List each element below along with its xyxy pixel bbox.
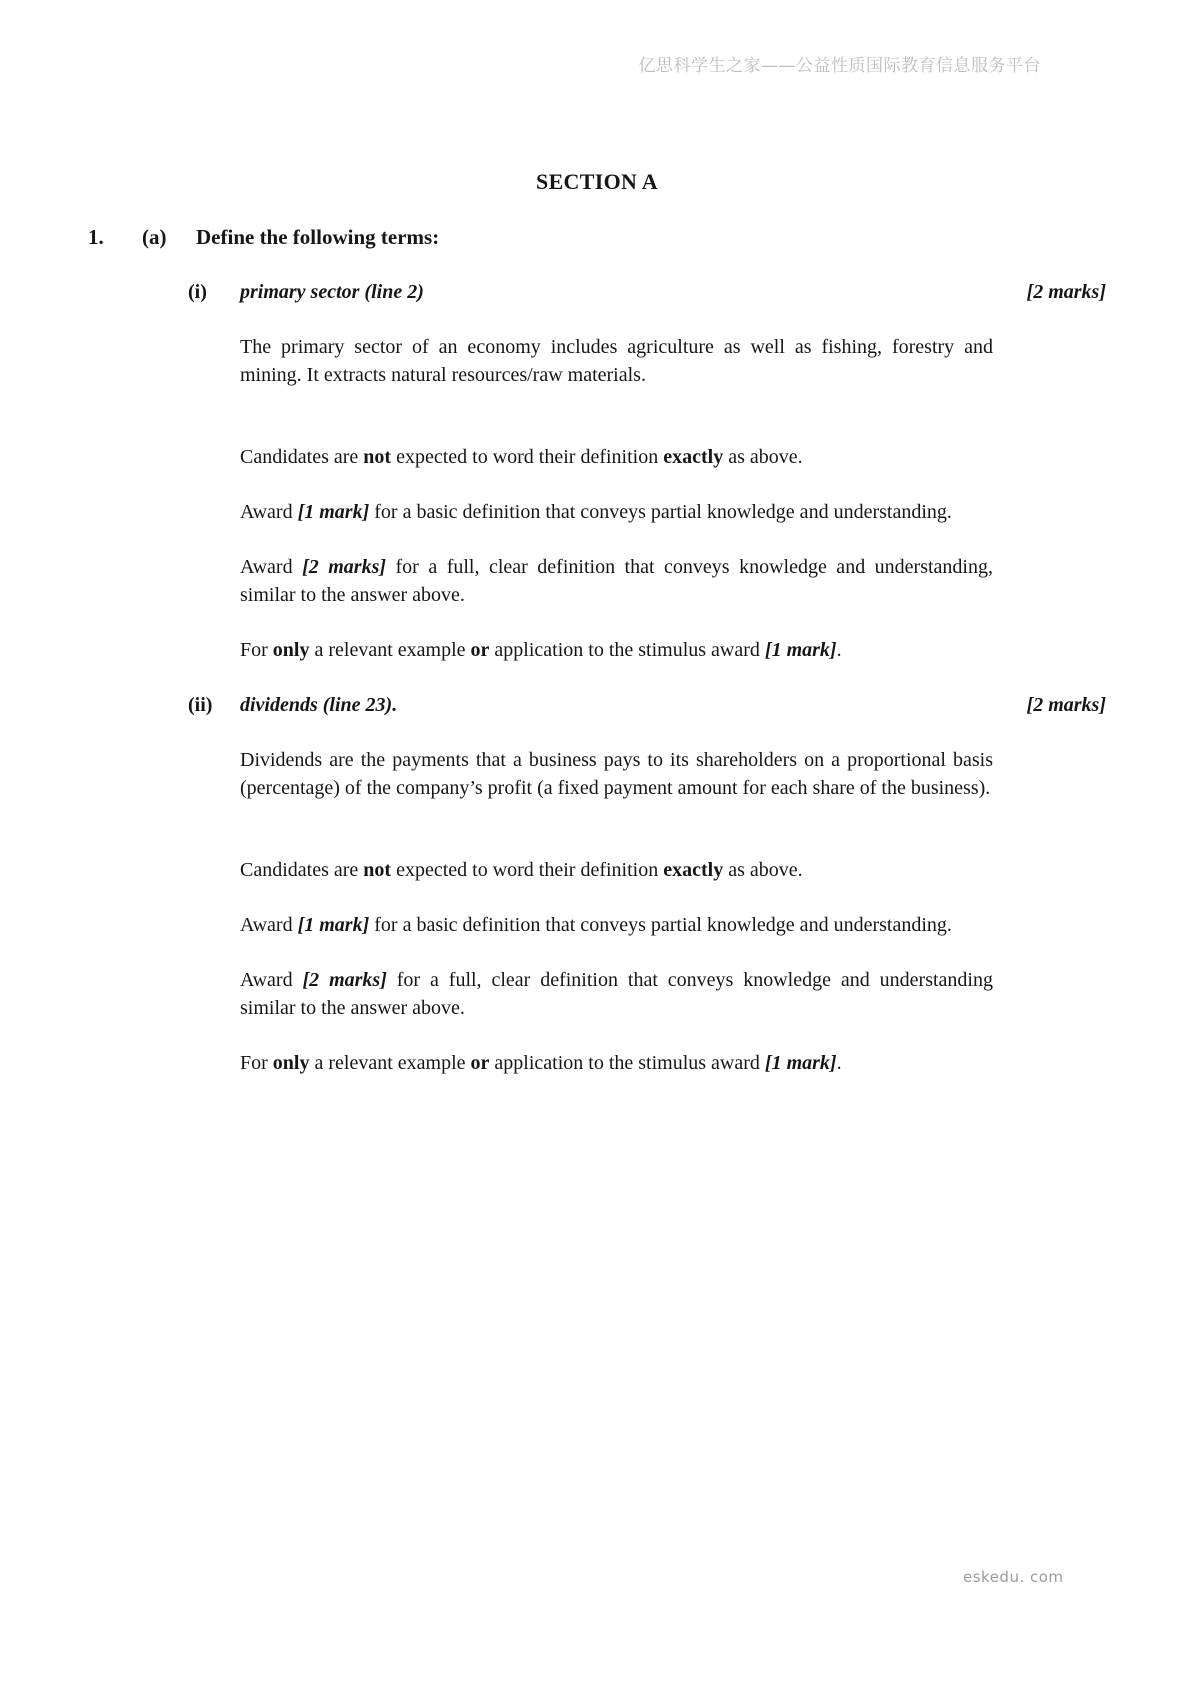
subpart-ii-marks: [2 marks]	[1026, 694, 1106, 716]
text-segment: [1 mark]	[764, 639, 837, 661]
guidance-paragraph	[240, 856, 993, 884]
text-segment: expected to word their definition	[391, 446, 664, 468]
footer-watermark: eskedu. com	[963, 1568, 1064, 1586]
text-segment: [2 marks]	[302, 556, 387, 578]
guidance-paragraph	[240, 911, 993, 939]
text-segment: only	[272, 639, 310, 661]
guidance-paragraph	[240, 966, 993, 1022]
text-segment: or	[470, 639, 490, 661]
header-watermark: 亿思科学生之家——公益性质国际教育信息服务平台	[638, 56, 1041, 76]
answer-text: The primary sector of an economy includes agriculture as well as fishing, forestry and mining. It extracts natural resources/raw materials.	[240, 336, 993, 386]
text-segment: [2 marks]	[302, 969, 387, 991]
text-segment: exactly	[663, 446, 724, 468]
subpart-ii	[188, 691, 1106, 1077]
subpart-i	[188, 278, 1106, 664]
text-segment: for a basic definition that conveys partial knowledge and understanding.	[369, 914, 952, 936]
subpart-ii-term: dividends (line 23).	[240, 694, 398, 716]
text-segment: exactly	[663, 859, 724, 881]
subpart-i-body	[240, 333, 993, 664]
subpart-ii-body	[240, 746, 993, 1077]
text-segment: Award	[240, 556, 303, 578]
subpart-i-label: (i)	[188, 281, 207, 303]
subpart-ii-label: (ii)	[188, 694, 213, 716]
text-segment: [1 mark]	[764, 1052, 837, 1074]
text-segment: For	[240, 1052, 273, 1074]
question-part-letter: (a)	[142, 225, 167, 249]
text-segment: only	[272, 1052, 310, 1074]
question-heading	[88, 223, 1106, 251]
subpart-i-term: primary sector (line 2)	[240, 281, 424, 303]
section-title: SECTION A	[536, 169, 658, 194]
subpart-i-marks: [2 marks]	[1026, 281, 1106, 303]
subpart-i-heading	[188, 278, 1106, 306]
text-segment: Award	[240, 969, 303, 991]
text-segment: [1 mark]	[297, 914, 370, 936]
text-segment: not	[363, 859, 392, 881]
text-segment: for a basic definition that conveys partial knowledge and understanding.	[369, 501, 952, 523]
text-segment: not	[363, 446, 392, 468]
text-segment: Award	[240, 914, 298, 936]
answer-text: Dividends are the payments that a business pays to its shareholders on a proportional basis (percentage) of the company’s profit (a fixed payment amount for each share of the business).	[240, 749, 993, 799]
subpart-ii-heading	[188, 691, 1106, 719]
text-segment: for a full, clear definition that conveys knowledge and understanding similar to the answer above.	[240, 969, 993, 1019]
question-number: 1.	[88, 225, 104, 249]
question-part-title: Define the following terms:	[196, 225, 440, 249]
text-segment: or	[470, 1052, 490, 1074]
guidance-paragraph	[240, 498, 993, 526]
text-segment: expected to word their definition	[391, 859, 664, 881]
text-segment: [1 mark]	[297, 501, 370, 523]
text-segment: a relevant example	[309, 1052, 471, 1074]
text-segment: as above.	[723, 859, 803, 881]
text-segment: Award	[240, 501, 298, 523]
guidance-paragraph	[240, 443, 993, 471]
text-segment: Candidates are	[240, 859, 364, 881]
text-segment: For	[240, 639, 273, 661]
text-segment: application to the stimulus award	[489, 639, 765, 661]
text-segment: as above.	[723, 446, 803, 468]
text-segment: application to the stimulus award	[489, 1052, 765, 1074]
answer-paragraph	[240, 333, 993, 389]
text-segment: a relevant example	[309, 639, 471, 661]
answer-paragraph	[240, 746, 993, 802]
guidance-paragraph	[240, 636, 993, 664]
text-segment: for a full, clear definition that conveys knowledge and understanding, similar to the answer above.	[240, 556, 993, 606]
guidance-paragraph	[240, 553, 993, 609]
guidance-paragraph	[240, 1049, 993, 1077]
text-segment: .	[836, 1052, 842, 1074]
markscheme-content	[88, 168, 1106, 1104]
text-segment: .	[836, 639, 842, 661]
text-segment: Candidates are	[240, 446, 364, 468]
